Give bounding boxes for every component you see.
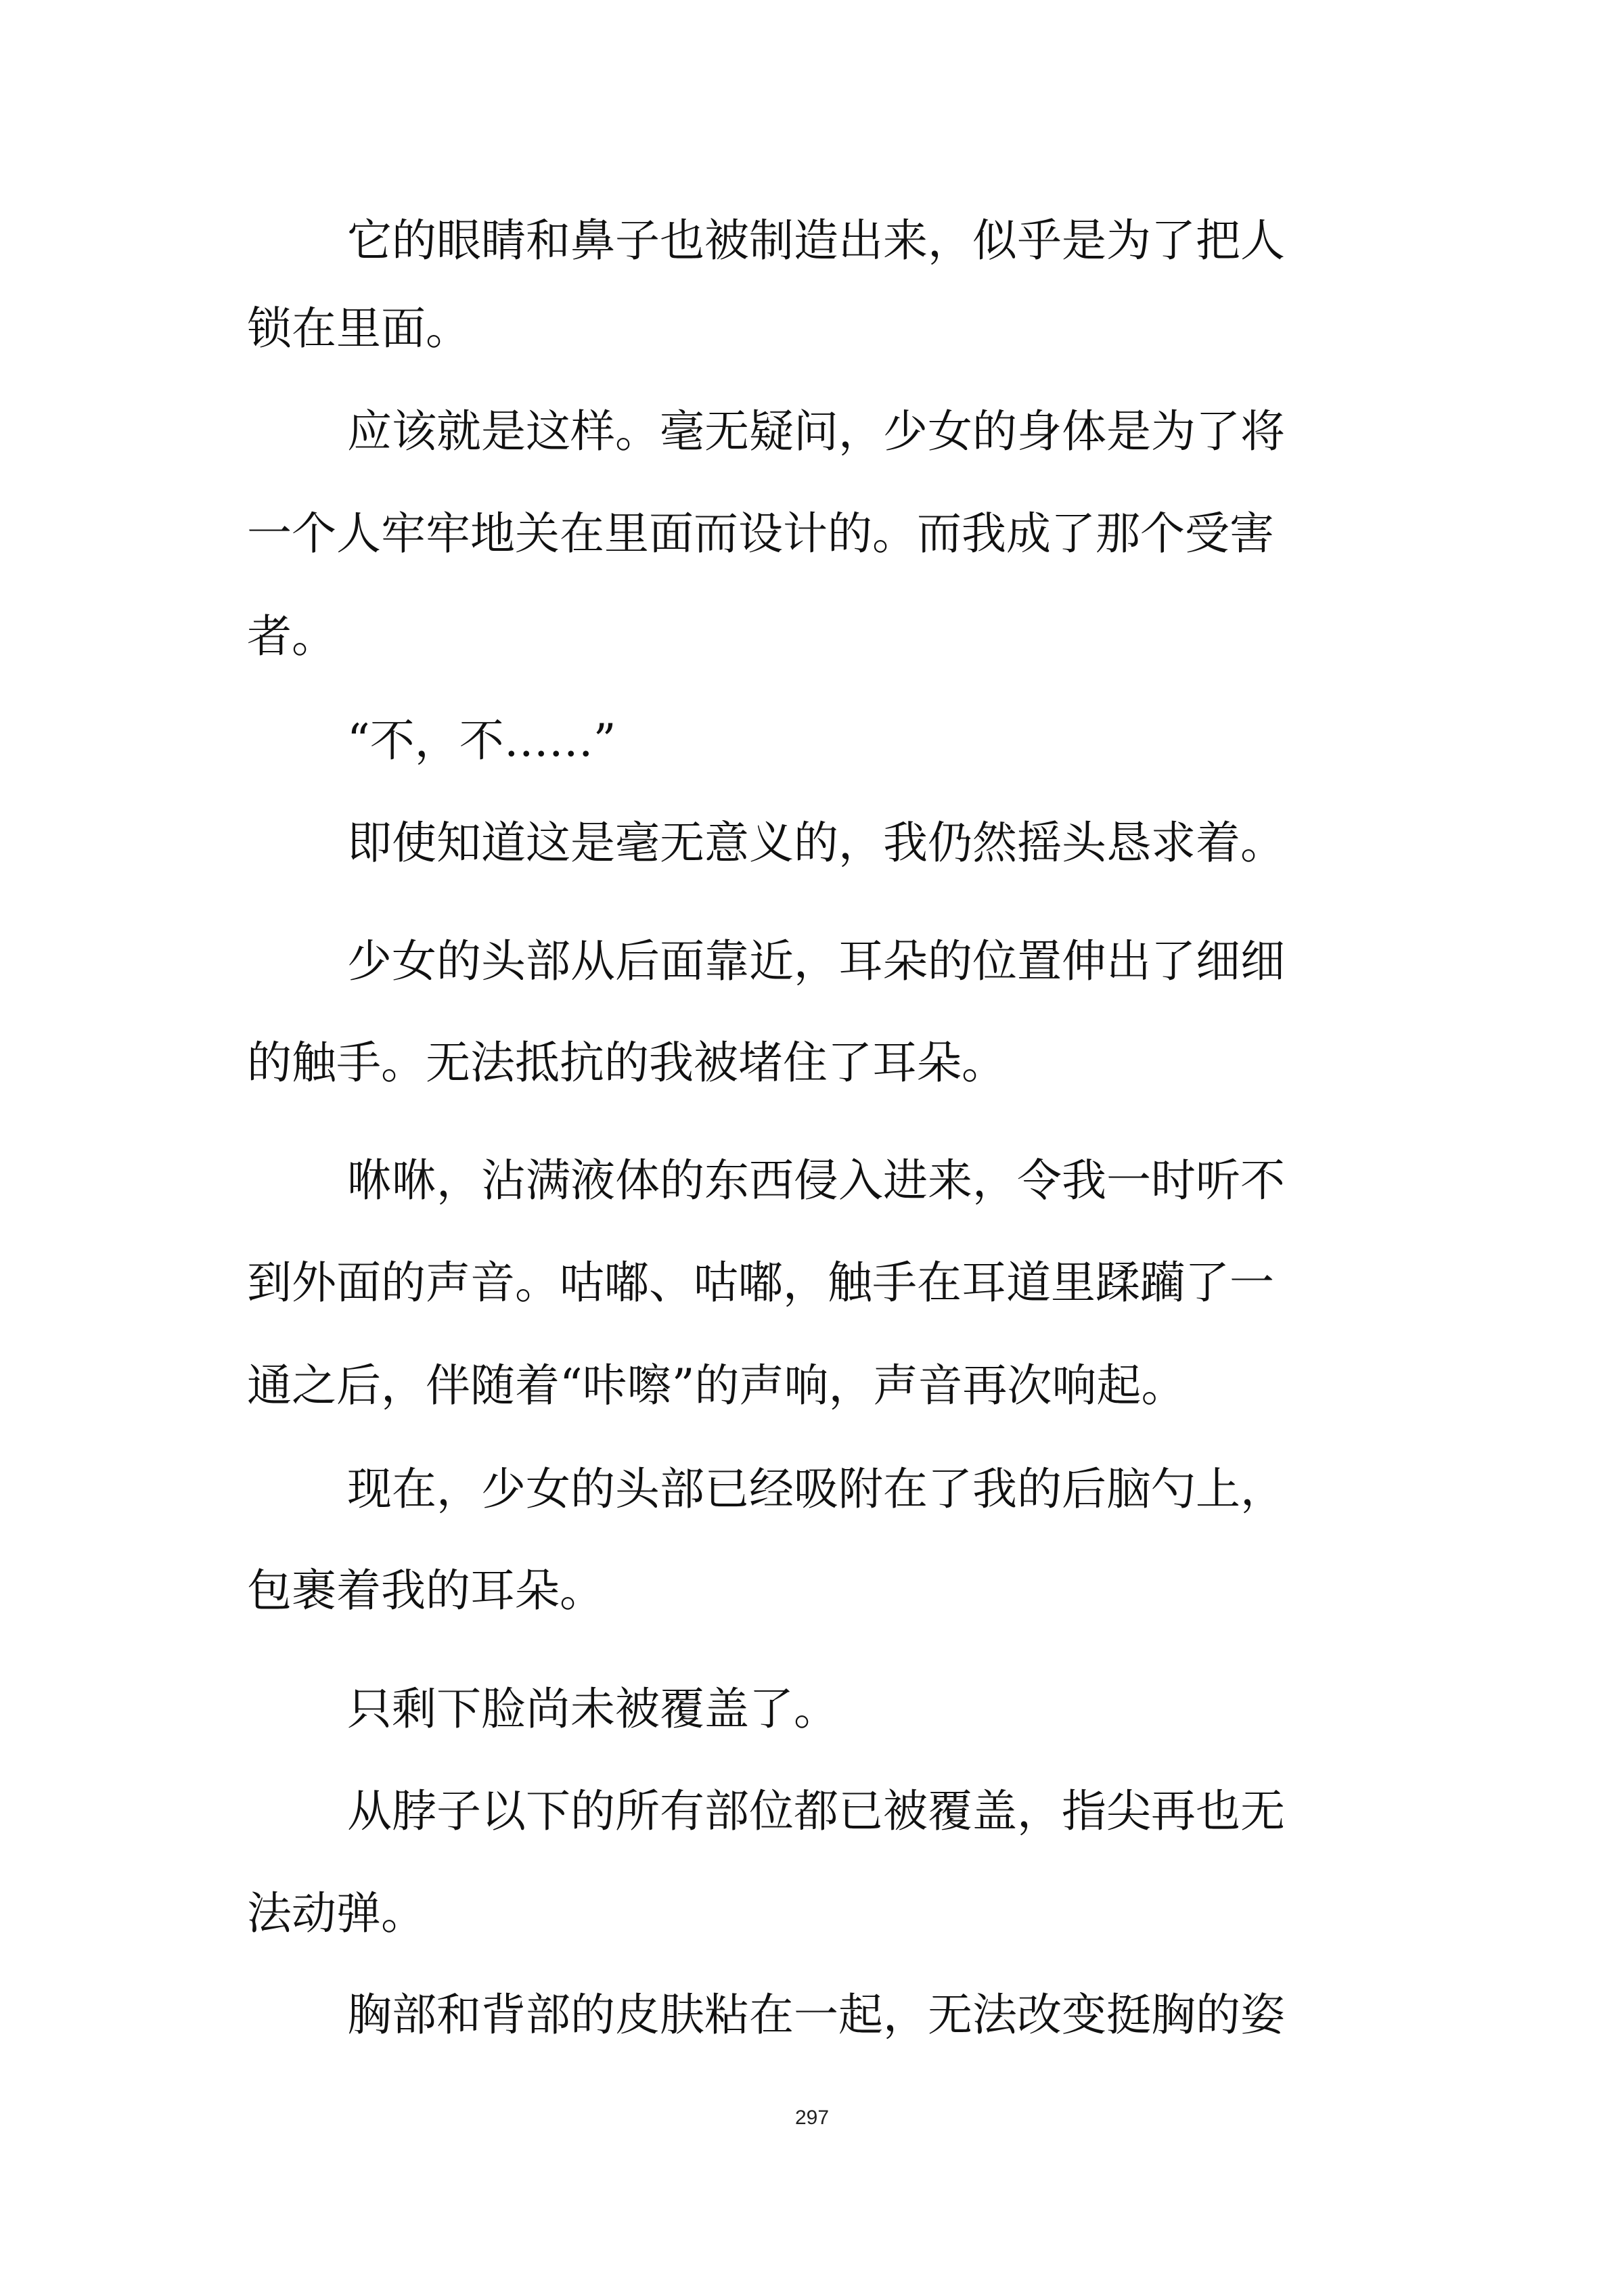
text-line: 的触手。无法抵抗的我被堵住了耳朵。 xyxy=(247,1037,1006,1089)
text-line: 它的眼睛和鼻子也被制造出来，似乎是为了把人 xyxy=(347,215,1285,267)
text-line: 者。 xyxy=(247,610,336,662)
text-line: 咻咻，沾满液体的东西侵入进来，令我一时听不 xyxy=(347,1154,1285,1207)
text-line: 只剩下脸尚未被覆盖了。 xyxy=(347,1683,838,1735)
text-line: 到外面的声音。咕嘟、咕嘟，触手在耳道里蹂躏了一 xyxy=(247,1257,1274,1309)
text-line: 通之后，伴随着“咔嚓”的声响，声音再次响起。 xyxy=(247,1359,1186,1412)
text-line: 法动弹。 xyxy=(247,1887,426,1939)
text-line: “不，不……” xyxy=(347,715,616,767)
text-line: 胸部和背部的皮肤粘在一起，无法改变挺胸的姿 xyxy=(347,1989,1285,2041)
text-line: 少女的头部从后面靠近，耳朵的位置伸出了细细 xyxy=(347,935,1285,987)
page-number: 297 xyxy=(794,2107,830,2129)
text-line: 应该就是这样。毫无疑问，少女的身体是为了将 xyxy=(347,405,1285,457)
text-line: 现在，少女的头部已经吸附在了我的后脑勺上， xyxy=(347,1463,1285,1515)
text-line: 包裹着我的耳朵。 xyxy=(247,1565,604,1617)
text-line: 从脖子以下的所有部位都已被覆盖，指尖再也无 xyxy=(347,1785,1285,1837)
text-line: 锁在里面。 xyxy=(247,302,470,355)
text-line: 一个人牢牢地关在里面而设计的。而我成了那个受害 xyxy=(247,508,1274,560)
text-line: 即使知道这是毫无意义的，我仍然摇头恳求着。 xyxy=(347,817,1285,869)
